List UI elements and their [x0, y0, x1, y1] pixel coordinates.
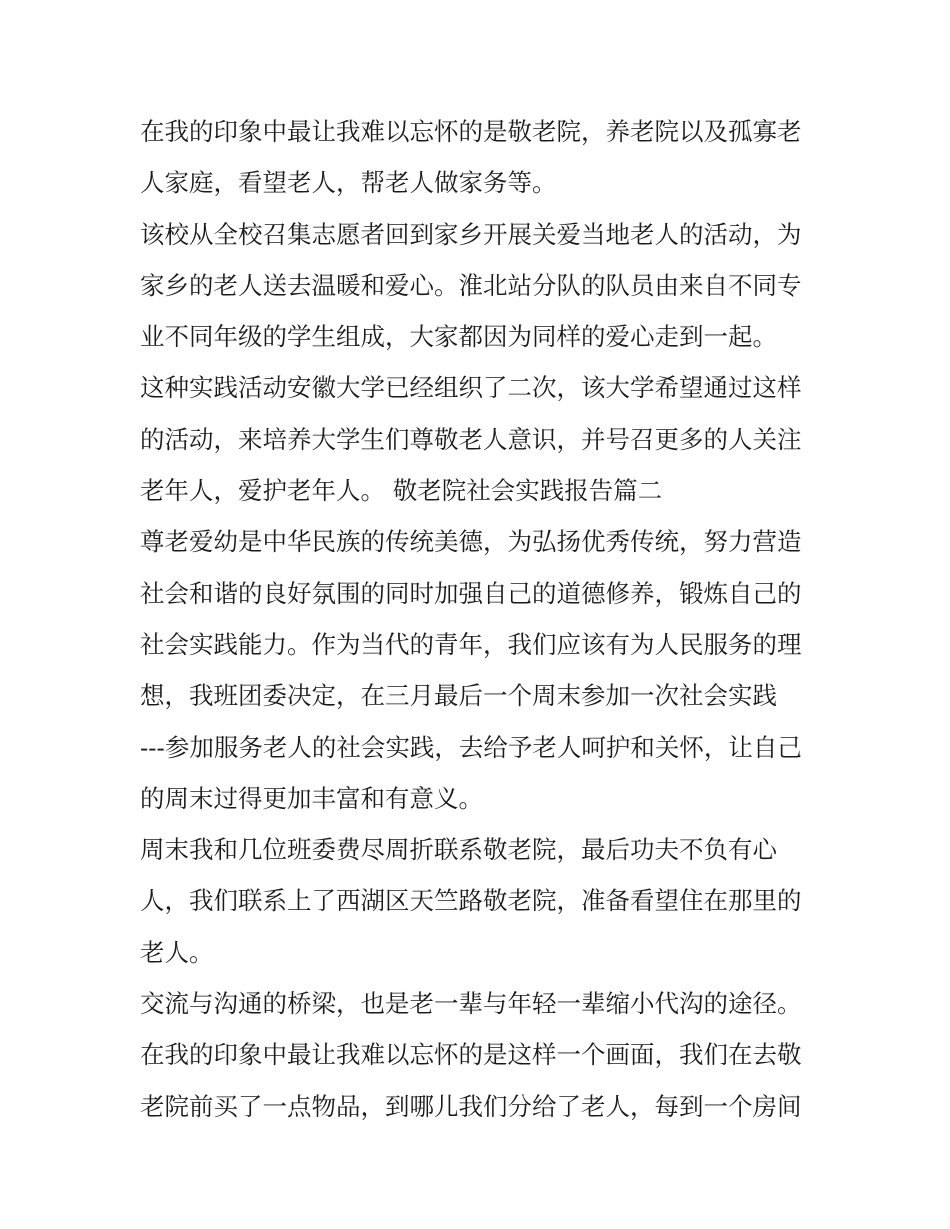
document-body-text — [140, 106, 820, 1132]
text-line: 社会实践能力。作为当代的青年，我们应该有为人民服务的理 — [140, 629, 802, 659]
text-line: 周末我和几位班委费尽周折联系敬老院，最后功夫不负有心 — [140, 835, 777, 865]
text-line: 这种实践活动安徽大学已经组织了二次，该大学希望通过这样 — [140, 373, 802, 403]
text-line: 家乡的老人送去温暖和爱心。淮北站分队的队员由来自不同专 — [140, 270, 802, 300]
text-line: 该校从全校召集志愿者回到家乡开展关爱当地老人的活动，为 — [140, 219, 802, 249]
text-line: 的周末过得更加丰富和有意义。 — [140, 783, 483, 813]
text-line: 尊老爱幼是中华民族的传统美德，为弘扬优秀传统，努力营造 — [140, 527, 802, 557]
text-line: 老年人，爱护老年人。 敬老院社会实践报告篇二 — [140, 476, 663, 506]
text-line: 人，我们联系上了西湖区天竺路敬老院，准备看望住在那里的 — [140, 886, 802, 916]
text-line: 老人。 — [140, 937, 214, 967]
text-line: 老院前买了一点物品，到哪儿我们分给了老人，每到一个房间 — [140, 1091, 802, 1121]
text-line: 交流与沟通的桥梁，也是老一辈与年轻一辈缩小代沟的途径。 — [140, 989, 802, 1019]
text-line: 的活动，来培养大学生们尊敬老人意识，并号召更多的人关注 — [140, 424, 802, 454]
text-line: 在我的印象中最让我难以忘怀的是这样一个画面，我们在去敬 — [140, 1040, 802, 1070]
text-line: 在我的印象中最让我难以忘怀的是敬老院，养老院以及孤寡老 — [140, 117, 802, 146]
text-line: 想，我班团委决定，在三月最后一个周末参加一次社会实践 — [140, 681, 777, 711]
text-line: 社会和谐的良好氛围的同时加强自己的道德修养，锻炼自己的 — [140, 578, 802, 608]
text-line: ---参加服务老人的社会实践，去给予老人呵护和关怀，让自己 — [140, 732, 802, 762]
text-line: 业不同年级的学生组成，大家都因为同样的爱心走到一起。 — [140, 322, 777, 352]
text-line: 人家庭，看望老人，帮老人做家务等。 — [140, 168, 557, 198]
